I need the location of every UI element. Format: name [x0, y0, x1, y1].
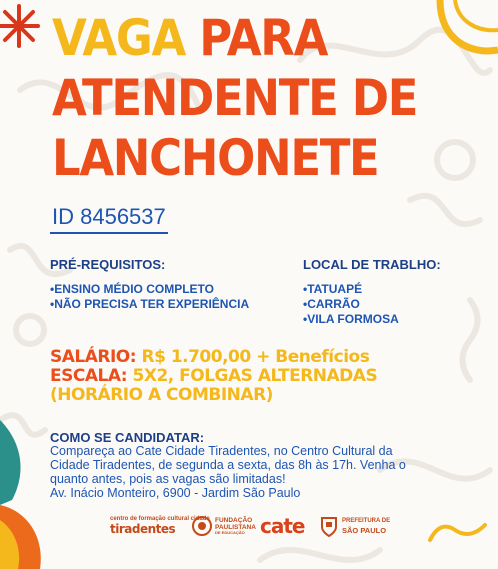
job-id: ID 8456537 — [50, 204, 168, 234]
sponsor-logos — [110, 512, 490, 540]
schedule-value: 5X2, FOLGAS ALTERNADAS — [132, 366, 378, 386]
apply-instructions — [50, 444, 435, 500]
teal-corner-shape — [0, 420, 21, 505]
location-item: •CARRÃO — [303, 297, 360, 311]
fundacao-line: FUNDAÇÃO — [215, 517, 253, 524]
poster-title — [52, 8, 417, 188]
fundacao-line: DE EDUCAÇÃO — [215, 530, 245, 535]
coat-of-arms-icon — [320, 515, 338, 537]
apply-label: COMO SE CANDIDATAR: — [50, 430, 205, 445]
salary-line — [50, 348, 480, 367]
requirement-item: •ENSINO MÉDIO COMPLETO — [50, 282, 214, 296]
requirements-label: PRÉ-REQUISITOS: — [50, 257, 166, 272]
cate-logo: cate — [260, 514, 305, 538]
salary-schedule-block — [50, 348, 480, 405]
title-line-2: ATENDENTE DE — [52, 69, 418, 127]
title-word-vaga: VAGA — [52, 9, 185, 67]
cidade-logo-small: centro de formação cultural cidade — [110, 516, 210, 522]
prefeitura-line: PREFEITURA DE — [342, 518, 391, 524]
requirements-list — [50, 282, 249, 312]
schedule-note: (HORÁRIO A COMBINAR) — [50, 385, 273, 405]
location-label: LOCAL DE TRABLHO: — [303, 257, 441, 272]
apply-description: Compareça ao Cate Cidade Tiradentes, no Centro Cultural da Cidade Tiradentes, de segunda a sexta, das 8h às 17h. Venha o quanto antes, pois as vagas são limitadas! — [50, 444, 406, 486]
fundacao-line: PAULISTANA — [215, 524, 256, 531]
fundacao-paulistana-logo — [192, 512, 256, 540]
asterisk-decoration — [0, 6, 38, 46]
salary-value: R$ 1.700,00 + Benefícios — [141, 347, 370, 367]
salary-label: SALÁRIO: — [50, 347, 137, 367]
requirement-item: •NÃO PRECISA TER EXPERIÊNCIA — [50, 297, 250, 311]
prefeitura-sp-logo — [320, 512, 390, 540]
title-line-3: LANCHONETE — [52, 129, 379, 187]
location-item: •TATUAPÉ — [303, 282, 363, 296]
title-word-para: PARA — [199, 9, 328, 67]
fundacao-emblem-icon — [192, 516, 212, 536]
schedule-line — [50, 367, 480, 386]
location-item: •VILA FORMOSA — [303, 312, 399, 326]
apply-address: Av. Inácio Monteiro, 6900 - Jardim São Paulo — [50, 486, 301, 500]
prefeitura-line: SÃO PAULO — [342, 526, 387, 535]
cidade-logo-big: tiradentes — [110, 522, 176, 536]
prefeitura-text — [342, 517, 390, 535]
fundacao-text — [215, 517, 256, 535]
schedule-label: ESCALA: — [50, 366, 128, 386]
location-list — [303, 282, 399, 327]
